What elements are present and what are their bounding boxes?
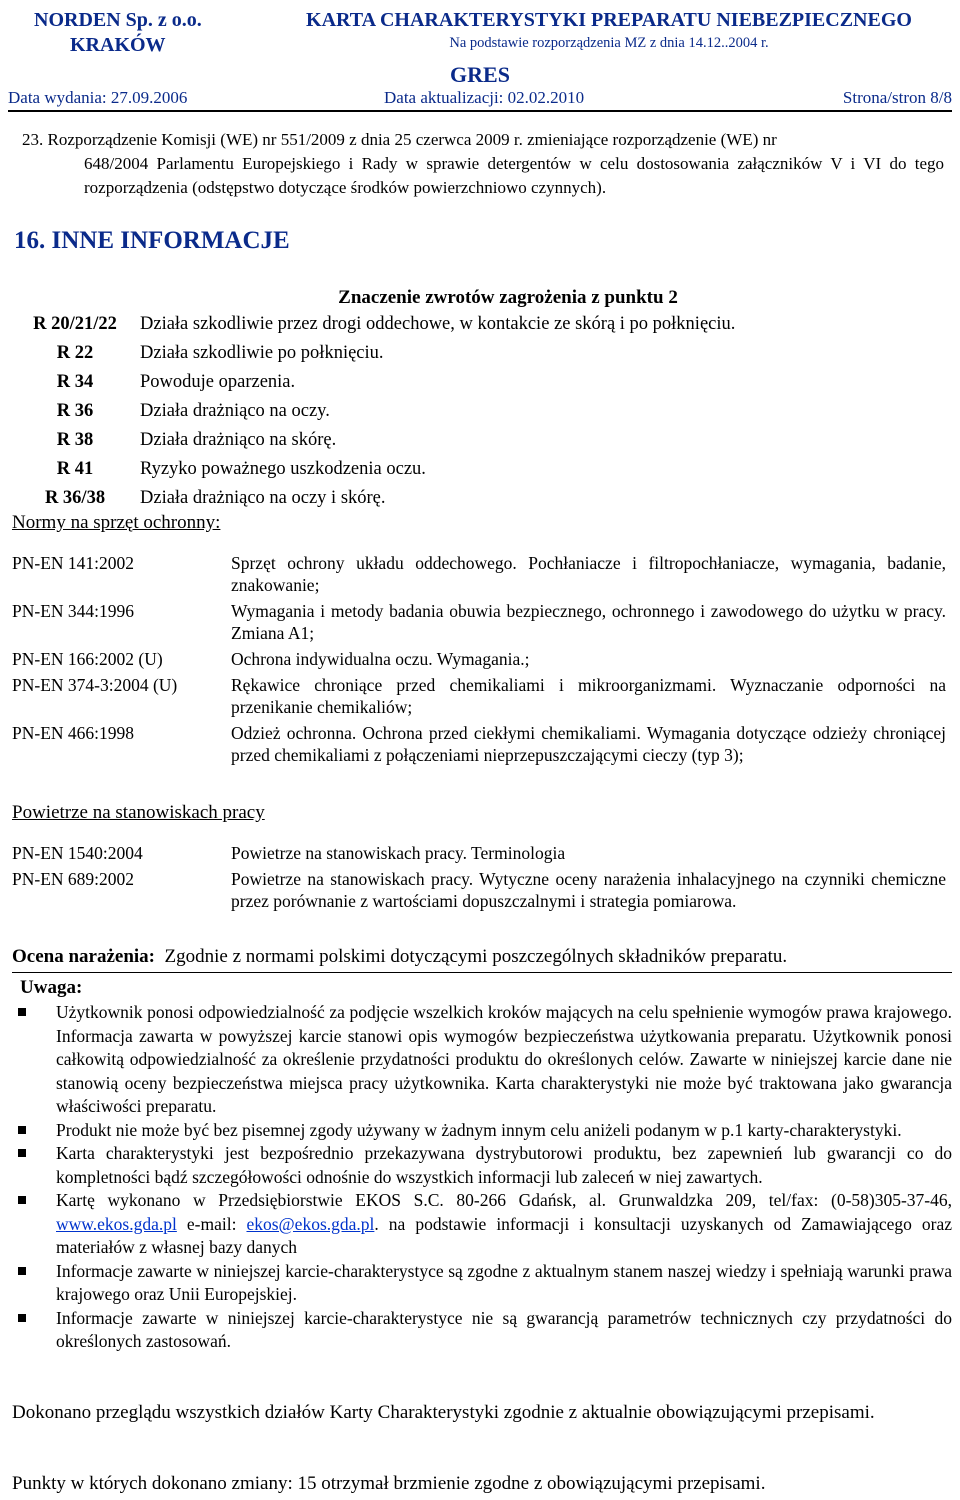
square-bullet-icon xyxy=(18,1314,26,1322)
norm-row xyxy=(10,598,948,646)
exposure-assessment-text: Zgodnie z normami polskimi dotyczącymi poszczególnych składników preparatu. xyxy=(164,946,788,967)
regulation-item-23 xyxy=(14,128,944,200)
section-title: 16. INNE INFORMACJE xyxy=(14,227,290,254)
risk-code: R 22 xyxy=(56,343,94,363)
risk-row xyxy=(10,484,946,513)
website-link[interactable]: www.ekos.gda.pl xyxy=(56,1213,177,1234)
issue-date: Data wydania: 27.09.2006 xyxy=(8,88,188,107)
norm-row xyxy=(10,550,948,598)
risk-code: R 36 xyxy=(56,401,94,421)
document-subtitle: Na podstawie rozporządzenia MZ z dnia 14.12..2004 r. xyxy=(449,35,769,51)
risk-text: Działa szkodliwie przez drogi oddechowe, w kontakcie ze skórą i po połknięciu. xyxy=(140,314,736,334)
norm-code: PN-EN 374-3:2004 (U) xyxy=(12,675,178,695)
risk-text: Działa drażniąco na oczy. xyxy=(140,401,330,421)
risk-row xyxy=(10,455,946,484)
norm-text: Rękawice chroniące przed chemikaliami i mikroorganizmami. Wyznaczanie odporności na przenikanie chemikaliów; xyxy=(231,675,946,717)
page-number: Strona/stron 8/8 xyxy=(842,88,952,107)
regulation-item-23-rest: 648/2004 Parlamentu Europejskiego i Rady w sprawie detergentów w celu dostosowania załączników V i VI do tego rozporządzenia (odstępstwo dotyczące środków powierzchniowo czynnych). xyxy=(84,154,944,197)
exposure-assessment xyxy=(12,946,787,968)
norm-row xyxy=(10,840,948,866)
risk-row xyxy=(10,310,946,339)
norm-code: PN-EN 344:1996 xyxy=(12,601,135,621)
risk-code: R 36/38 xyxy=(44,488,106,508)
company-city: KRAKÓW xyxy=(70,34,166,56)
risk-row xyxy=(10,397,946,426)
norm-row xyxy=(10,720,948,768)
risk-text: Działa drażniąco na oczy i skórę. xyxy=(140,488,386,508)
risk-code: R 38 xyxy=(56,430,94,450)
air-norms-heading: Powietrze na stanowiskach pracy xyxy=(12,802,265,823)
square-bullet-icon xyxy=(18,1126,26,1134)
norm-text: Sprzęt ochrony układu oddechowego. Pochłaniacze i filtropochłaniacze, wymagania, badanie, znakowanie; xyxy=(231,553,946,595)
norm-code: PN-EN 466:1998 xyxy=(12,723,135,743)
norm-row xyxy=(10,646,948,672)
risk-phrases-caption: Znaczenie zwrotów zagrożenia z punktu 2 xyxy=(338,287,678,308)
exposure-assessment-label: Ocena narażenia: xyxy=(12,946,156,967)
notes-box xyxy=(12,972,952,1354)
notes-item: Produkt nie może być bez pisemnej zgody używany w żadnym innym celu aniżeli podanym w p.1 karty-charakterystyki. xyxy=(12,1119,952,1143)
header-info-bar xyxy=(8,88,952,112)
equipment-norms-heading: Normy na sprzęt ochronny: xyxy=(12,512,221,533)
risk-code: R 20/21/22 xyxy=(33,314,117,334)
update-date: Data aktualizacji: 02.02.2010 xyxy=(384,88,585,107)
square-bullet-icon xyxy=(18,1196,26,1204)
norm-text: Wymagania i metody badania obuwia bezpiecznego, ochronnego i zawodowego do użytku w pracy. Zmiana A1; xyxy=(231,601,946,643)
product-name: GRES xyxy=(450,62,510,87)
notes-item: Informacje zawarte w niniejszej karcie-charakterystyce nie są gwarancją parametrów technicznych czy przydatności do określonych zastosowań. xyxy=(12,1307,952,1354)
risk-code: R 34 xyxy=(56,372,94,392)
company-name: NORDEN Sp. z o.o. xyxy=(34,9,202,31)
norm-code: PN-EN 141:2002 xyxy=(12,553,135,573)
risk-row xyxy=(10,426,946,455)
equipment-norms-table xyxy=(10,550,948,768)
notes-item: Kartę wykonano w Przedsiębiorstwie EKOS S.C. 80-266 Gdańsk, al. Grunwaldzka 209, tel/fax: (0-58)305-37-46, www.ekos.gda.pl e-mail: ekos@ekos.gda.pl. na podstawie informacji i konsultacji uzyskanych od Zamawiającego oraz materiałów z własnej bazy danych xyxy=(12,1189,952,1260)
norm-code: PN-EN 166:2002 (U) xyxy=(12,649,163,669)
risk-text: Powoduje oparzenia. xyxy=(140,372,296,392)
notes-list xyxy=(12,1001,952,1354)
risk-phrases-table xyxy=(10,286,946,513)
risk-row xyxy=(10,368,946,397)
risk-text: Działa drażniąco na skórę. xyxy=(140,430,337,450)
document-title: KARTA CHARAKTERYSTYKI PREPARATU NIEBEZPIECZNEGO xyxy=(306,9,912,31)
risk-text: Działa szkodliwie po połknięciu. xyxy=(140,343,384,363)
norm-row xyxy=(10,672,948,720)
air-norms-table xyxy=(10,840,948,914)
norm-text: Ochrona indywidualna oczu. Wymagania.; xyxy=(231,649,530,669)
risk-row xyxy=(10,339,946,368)
risk-code: R 41 xyxy=(56,459,94,479)
notes-item: Użytkownik ponosi odpowiedzialność za podjęcie wszelkich kroków mających na celu spełnienie wymogów prawa krajowego. Informacja zawarta w powyższej karcie stanowi opis wymogów bezpieczeństwa użytkowania preparatu. Użytkownik ponosi całkowitą odpowiedzialność za określenie przydatności produktu do określonych celów. Zawarte w niniejszej karcie dane nie stanowią oceny bezpieczeństwa miejsca pracy użytkownika. Karta charakterystyki nie może być traktowana jako gwarancja właściwości preparatu. xyxy=(12,1001,952,1119)
regulation-item-23-first-line: 23. Rozporządzenie Komisji (WE) nr 551/2009 z dnia 25 czerwca 2009 r. zmieniające rozporządzenie (WE) nr xyxy=(22,130,777,149)
notes-item: Informacje zawarte w niniejszej karcie-charakterystyce są zgodne z aktualnym stanem naszej wiedzy i spełniają warunki prawa krajowego oraz Unii Europejskiej. xyxy=(12,1260,952,1307)
square-bullet-icon xyxy=(18,1267,26,1275)
norm-text: Powietrze na stanowiskach pracy. Terminologia xyxy=(231,843,566,863)
changes-statement: Punkty w których dokonano zmiany: 15 otrzymał brzmienie zgodne z obowiązującymi przepisami. xyxy=(12,1473,766,1494)
notes-title: Uwaga: xyxy=(20,977,83,998)
notes-item: Karta charakterystyki jest bezpośrednio przekazywana dystrybutorowi produktu, bez zapewnień lub gwarancji co do kompletności bądź szczegółowości odnośnie do wszystkich informacji lub zaleceń w niej zawartych. xyxy=(12,1142,952,1189)
norm-code: PN-EN 689:2002 xyxy=(12,869,135,889)
norm-text: Odzież ochronna. Ochrona przed ciekłymi chemikaliami. Wymagania dotyczące odzieży chroniącej przed chemikaliami z połączeniami nieprzepuszczającymi cieczy (typ 3); xyxy=(231,723,946,765)
square-bullet-icon xyxy=(18,1008,26,1016)
email-link[interactable]: ekos@ekos.gda.pl xyxy=(246,1213,375,1234)
document-header xyxy=(8,4,952,110)
norm-code: PN-EN 1540:2004 xyxy=(12,843,143,863)
norm-text: Powietrze na stanowiskach pracy. Wytyczne oceny narażenia inhalacyjnego na czynniki chemiczne przez porównanie z wartościami dopuszczalnymi i strategia pomiarowa. xyxy=(231,869,946,911)
risk-text: Ryzyko poważnego uszkodzenia oczu. xyxy=(140,459,426,479)
norm-row xyxy=(10,866,948,914)
review-statement: Dokonano przeglądu wszystkich działów Karty Charakterystyki zgodnie z aktualnie obowiązującymi przepisami. xyxy=(12,1402,875,1423)
square-bullet-icon xyxy=(18,1149,26,1157)
